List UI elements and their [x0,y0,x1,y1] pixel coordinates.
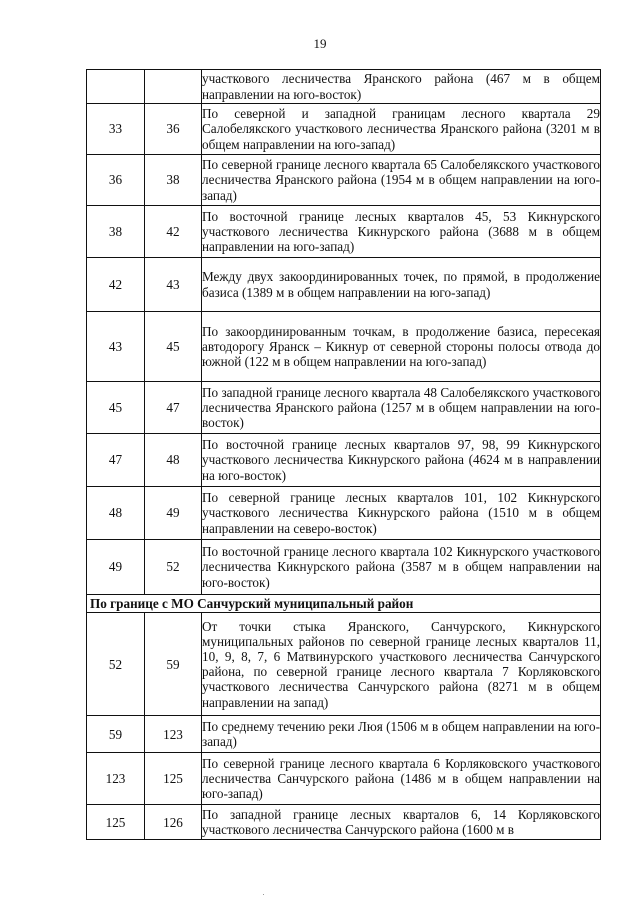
description-cell: По северной границе лесного квартала 65 Салобелякского участкового лесничества Яранского района (1954 м в общем направлении на юго-запад) [202,157,600,203]
to-point-cell: 38 [145,155,202,206]
description-cell: участкового лесничества Яранского района (467 м в общем направлении на юго-восток) [202,71,600,102]
description-cell: По среднему течению реки Люя (1506 м в общем направлении на юго-запад) [202,719,600,750]
table-row [87,155,601,206]
to-point-cell: 48 [145,434,202,487]
description-cell: По северной границе лесных кварталов 101, 102 Кикнурского участкового лесничества Кикнурского района (1510 м в общем направлении на северо-восток) [202,490,600,536]
to-point-cell: 59 [145,613,202,716]
table-row [87,753,601,805]
page-number: 19 [313,36,327,51]
from-point-cell: 43 [87,312,145,382]
to-point-cell: 42 [145,206,202,258]
to-point-cell: 126 [145,805,202,840]
to-point-cell: 49 [145,487,202,540]
from-point-cell [87,70,145,104]
table-row [87,104,601,155]
from-point-cell: 47 [87,434,145,487]
scan-speck [262,893,265,896]
description-cell: По восточной границе лесных кварталов 45, 53 Кикнурского участкового лесничества Кикнурского района (3688 м в общем направлении на юго-запад) [202,208,600,255]
to-point-cell: 52 [145,540,202,595]
to-point-cell: 45 [145,312,202,382]
table-row [87,206,601,258]
from-point-cell: 59 [87,716,145,753]
from-point-cell: 45 [87,382,145,434]
from-point-cell: 36 [87,155,145,206]
from-point-cell: 48 [87,487,145,540]
from-point-cell: 52 [87,613,145,716]
description-cell: По восточной границе лесного квартала 102 Кикнурского участкового лесничества Кикнурского района (3587 м в общем направлении на юго-восток) [202,544,600,590]
table-row [87,487,601,540]
to-point-cell: 43 [145,258,202,312]
table-row [87,434,601,487]
to-point-cell: 36 [145,104,202,155]
from-point-cell: 38 [87,206,145,258]
description-cell: По западной границе лесного квартала 48 Салобелякского участкового лесничества Яранского района (1257 м в общем направлении на юго-восток) [202,384,600,431]
from-point-cell: 49 [87,540,145,595]
description-cell: По северной и западной границам лесного квартала 29 Салобелякского участкового лесничества Яранского района (3201 м в общем направлении на юго-запад) [202,106,600,152]
from-point-cell: 42 [87,258,145,312]
table-row [87,382,601,434]
from-point-cell: 125 [87,805,145,840]
from-point-cell: 33 [87,104,145,155]
description-cell: От точки стыка Яранского, Санчурского, Кикнурского муниципальных районов по северной границе лесных кварталов 11, 10, 9, 8, 7, 6 Матвинурского участкового лесничества Санчурского района, по северной границе лесного квартала 7 Корляковского участкового лесничества Санчурского района (8271 м в общем направлении на запад) [202,618,600,710]
to-point-cell: 123 [145,716,202,753]
description-cell: По восточной границе лесных кварталов 97, 98, 99 Кикнурского участкового лесничества Кикнурского района (4624 м в направлении на юго-восток) [202,437,600,483]
from-point-cell: 123 [87,753,145,805]
table-row [87,312,601,382]
section-header-row [87,595,601,613]
table-row [87,258,601,312]
table-row [87,805,601,840]
description-cell: По западной границе лесных кварталов 6, 14 Корляковского участкового лесничества Санчурского района (1600 м в [202,807,600,838]
table-row [87,613,601,716]
to-point-cell: 47 [145,382,202,434]
description-cell: По закоординированным точкам, в продолжение базиса, пересекая автодорогу Яранск – Кикнур от северной стороны полосы отвода до южной (122 м в общем направлении на юго-запад) [202,323,600,370]
description-cell: По северной границе лесного квартала 6 Корляковского участкового лесничества Санчурского района (1486 м в общем направлении на юго-запад) [202,755,600,802]
to-point-cell: 125 [145,753,202,805]
table-row [87,70,601,104]
description-cell: Между двух закоординированных точек, по прямой, в продолжение базиса (1389 м в общем направлении на юго-запад) [202,269,600,300]
section-header: По границе с МО Санчурский муниципальный район [87,595,601,613]
table-row [87,540,601,595]
boundary-table [86,69,601,840]
table-row [87,716,601,753]
to-point-cell [145,70,202,104]
